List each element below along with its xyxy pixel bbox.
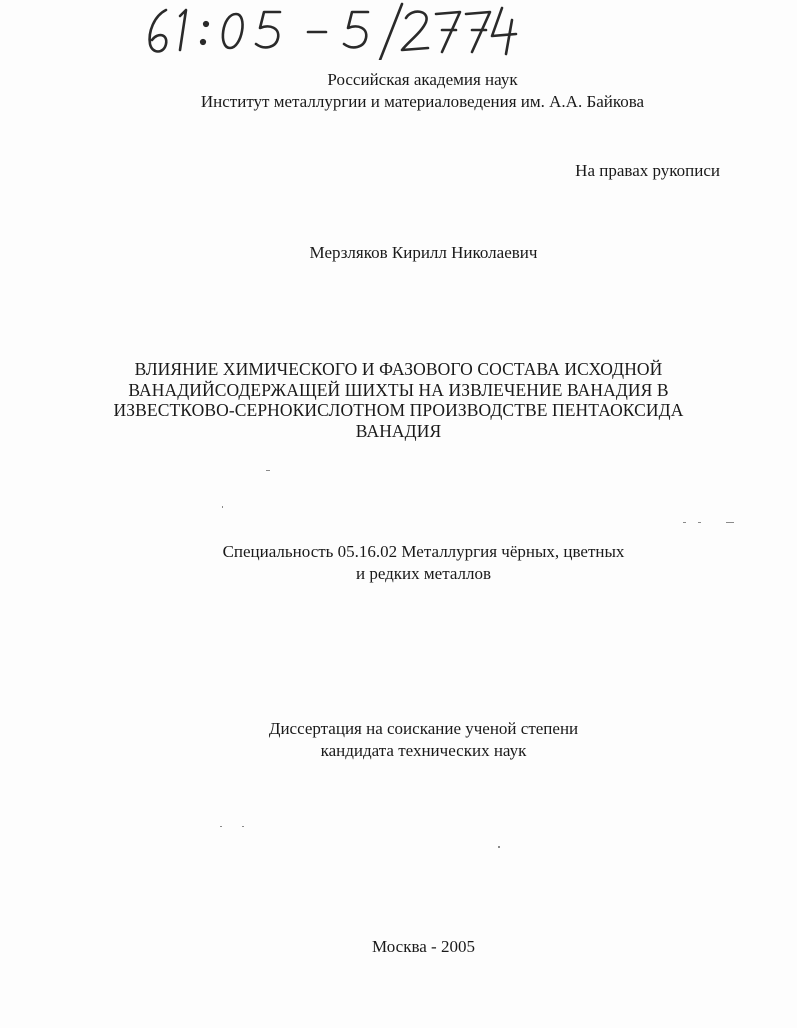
dissertation-title (0, 359, 797, 441)
title-line: ВЛИЯНИЕ ХИМИЧЕСКОГО И ФАЗОВОГО СОСТАВА ИСХОДНОЙ (134, 359, 663, 379)
rights-note: На правах рукописи (575, 161, 720, 180)
scan-speck (498, 846, 500, 848)
organization-block (0, 69, 797, 113)
handwritten-archive-code (140, 2, 520, 60)
scan-speck (726, 522, 734, 523)
degree-line: Диссертация на соискание ученой степени (268, 719, 579, 738)
scan-speck (698, 522, 701, 523)
author-name: Мерзляков Кирилл Николаевич (309, 243, 538, 262)
scan-speck (222, 506, 223, 508)
title-line: ВАНАДИЙСОДЕРЖАЩЕЙ ШИХТЫ НА ИЗВЛЕЧЕНИЕ ВАНАДИЯ В (128, 379, 669, 400)
degree-line: кандидата технических наук (320, 741, 527, 760)
scan-speck (220, 826, 222, 827)
institute-name: Институт металлургии и материаловедения им. А.А. Байкова (200, 92, 645, 111)
academy-name: Российская академия наук (327, 70, 518, 89)
scan-speck (242, 826, 244, 827)
title-line: ВАНАДИЯ (355, 420, 442, 441)
scan-speck (266, 470, 270, 471)
scan-speck (683, 522, 686, 523)
specialty-line: Специальность 05.16.02 Металлургия чёрных, цветных (222, 542, 625, 561)
specialty-block (0, 541, 797, 585)
degree-block (0, 718, 797, 762)
title-line: ИЗВЕСТКОВО-СЕРНОКИСЛОТНОМ ПРОИЗВОДСТВЕ ПЕНТАОКСИДА (113, 400, 684, 420)
handwritten-archive-code-drawing (140, 2, 520, 60)
specialty-line: и редких металлов (355, 564, 492, 583)
city-year: Москва - 2005 (372, 937, 475, 956)
